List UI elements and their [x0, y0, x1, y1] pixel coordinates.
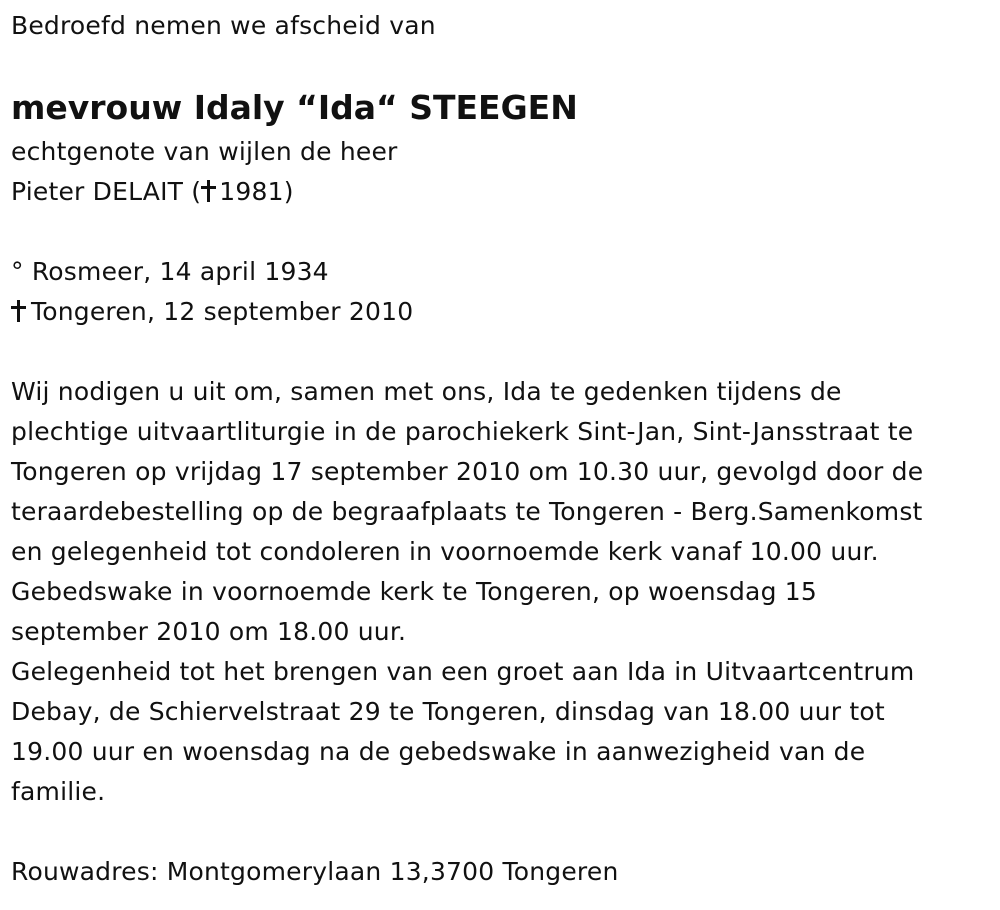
invitation-line: 19.00 uur en woensdag na de gebedswake in aanwezigheid van de [11, 737, 866, 766]
cross-icon [11, 300, 25, 322]
deceased-name: mevrouw Idaly “Ida“ STEEGEN [11, 88, 578, 127]
spouse-line-1: echtgenote van wijlen de heer [11, 137, 398, 166]
intro-text: Bedroefd nemen we afscheid van [11, 11, 436, 40]
death-line [11, 292, 986, 332]
spacer [11, 332, 986, 372]
invitation-line: plechtige uitvaartliturgie in de parochiekerk Sint-Jan, Sint-Jansstraat te [11, 417, 914, 446]
death-text: Tongeren, 12 september 2010 [31, 297, 414, 326]
spacer [11, 212, 986, 252]
invitation-line: en gelegenheid tot condoleren in voornoemde kerk vanaf 10.00 uur. [11, 537, 879, 566]
invitation-line: Gebedswake in voornoemde kerk te Tongeren, op woensdag 15 [11, 577, 817, 606]
invitation-line: Tongeren op vrijdag 17 september 2010 om 10.30 uur, gevolgd door de [11, 457, 924, 486]
invitation-line: september 2010 om 18.00 uur. [11, 617, 407, 646]
invitation-line: teraardebestelling op de begraafplaats te Tongeren - Berg.Samenkomst [11, 497, 923, 526]
mourning-address: Rouwadres: Montgomerylaan 13,3700 Tongeren [11, 857, 619, 886]
birth-line: ° Rosmeer, 14 april 1934 [11, 257, 329, 286]
spouse-line-2 [11, 172, 986, 212]
invitation-line: Wij nodigen u uit om, samen met ons, Ida te gedenken tijdens de [11, 377, 842, 406]
invitation-line: Debay, de Schiervelstraat 29 te Tongeren, dinsdag van 18.00 uur tot [11, 697, 885, 726]
name-block [11, 46, 986, 132]
invitation-line: Gelegenheid tot het brengen van een groet aan Ida in Uitvaartcentrum [11, 657, 915, 686]
spouse-name: Pieter DELAIT ( [11, 177, 202, 206]
obituary-document [11, 6, 986, 892]
spacer [11, 812, 986, 852]
invitation-paragraph [11, 372, 986, 812]
cross-icon [201, 180, 215, 202]
invitation-line: familie. [11, 777, 106, 806]
spouse-death-year: 1981) [219, 177, 294, 206]
